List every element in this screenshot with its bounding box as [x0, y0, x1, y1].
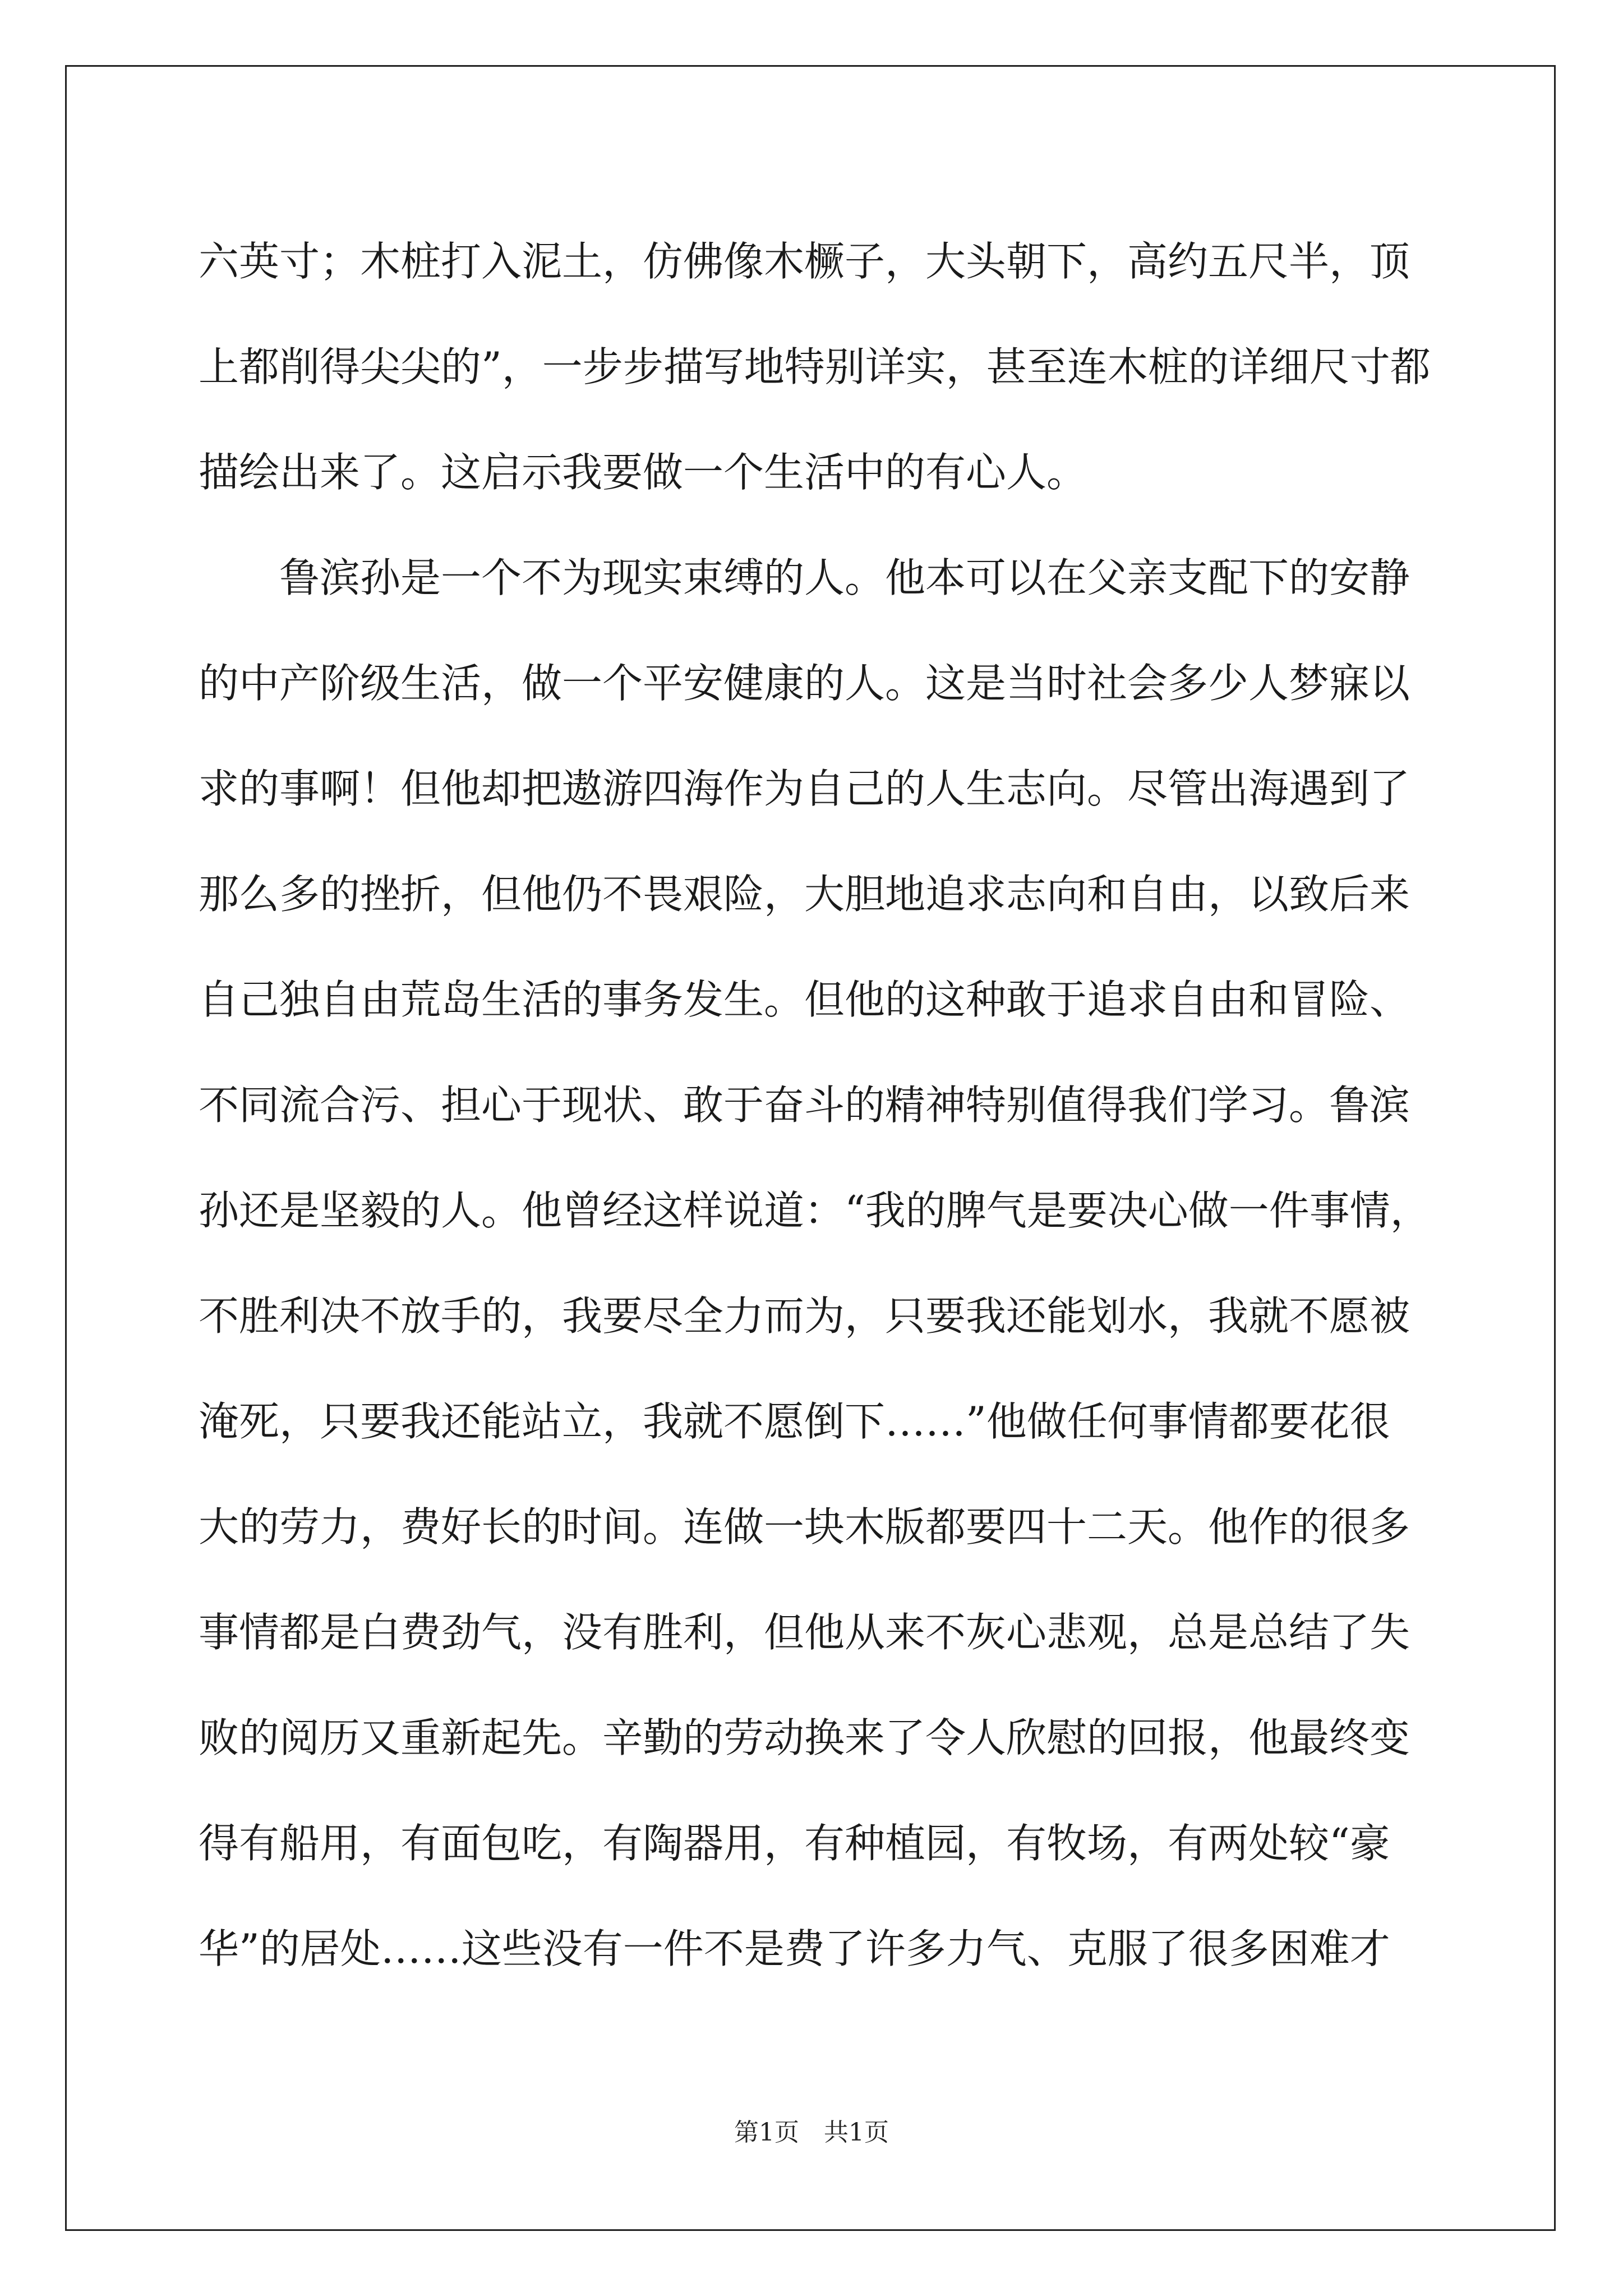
text-line: 得有船用，有面包吃，有陶器用，有种植园，有牧场，有两处较“豪: [199, 1820, 1390, 1867]
page-footer: 第1页 共1页: [734, 2118, 889, 2147]
text-line: 描绘出来了。这启示我要做一个生活中的有心人。: [199, 449, 1087, 496]
text-line: 自己独自由荒岛生活的事务发生。但他的这种敢于追求自由和冒险、: [199, 976, 1410, 1023]
text-line: 上都削得尖尖的”，一步步描写地特别详实，甚至连木桩的详细尺寸都: [199, 343, 1431, 390]
text-line: 败的阅历又重新起先。辛勤的劳动换来了令人欣慰的回报，他最终变: [199, 1714, 1410, 1761]
text-line: 淹死，只要我还能站立，我就不愿倒下……”他做任何事情都要花很: [199, 1398, 1390, 1445]
text-line: 不胜利决不放手的，我要尽全力而为，只要我还能划水，我就不愿被: [199, 1292, 1410, 1340]
text-line: 的中产阶级生活，做一个平安健康的人。这是当时社会多少人梦寐以: [199, 660, 1410, 707]
text-line: 华”的居处……这些没有一件不是费了许多力气、克服了很多困难才: [199, 1925, 1390, 1972]
text-line: 大的劳力，费好长的时间。连做一块木版都要四十二天。他作的很多: [199, 1503, 1410, 1550]
text-line: 求的事啊！但他却把遨游四海作为自己的人生志向。尽管出海遇到了: [199, 765, 1410, 812]
text-line: 孙还是坚毅的人。他曾经这样说道：“我的脾气是要决心做一件事情，: [199, 1187, 1431, 1234]
text-line: 六英寸；木桩打入泥土，仿佛像木橛子，大头朝下，高约五尺半，顶: [199, 238, 1410, 285]
text-line: 不同流合污、担心于现状、敢于奋斗的精神特别值得我们学习。鲁滨: [199, 1082, 1410, 1129]
document-body: [199, 209, 1432, 2001]
text-line: 事情都是白费劲气，没有胜利，但他从来不灰心悲观，总是总结了失: [199, 1609, 1410, 1656]
text-line: 鲁滨孙是一个不为现实束缚的人。他本可以在父亲支配下的安静: [199, 554, 1410, 601]
text-line: 那么多的挫折，但他仍不畏艰险，大胆地追求志向和自由，以致后来: [199, 871, 1410, 918]
